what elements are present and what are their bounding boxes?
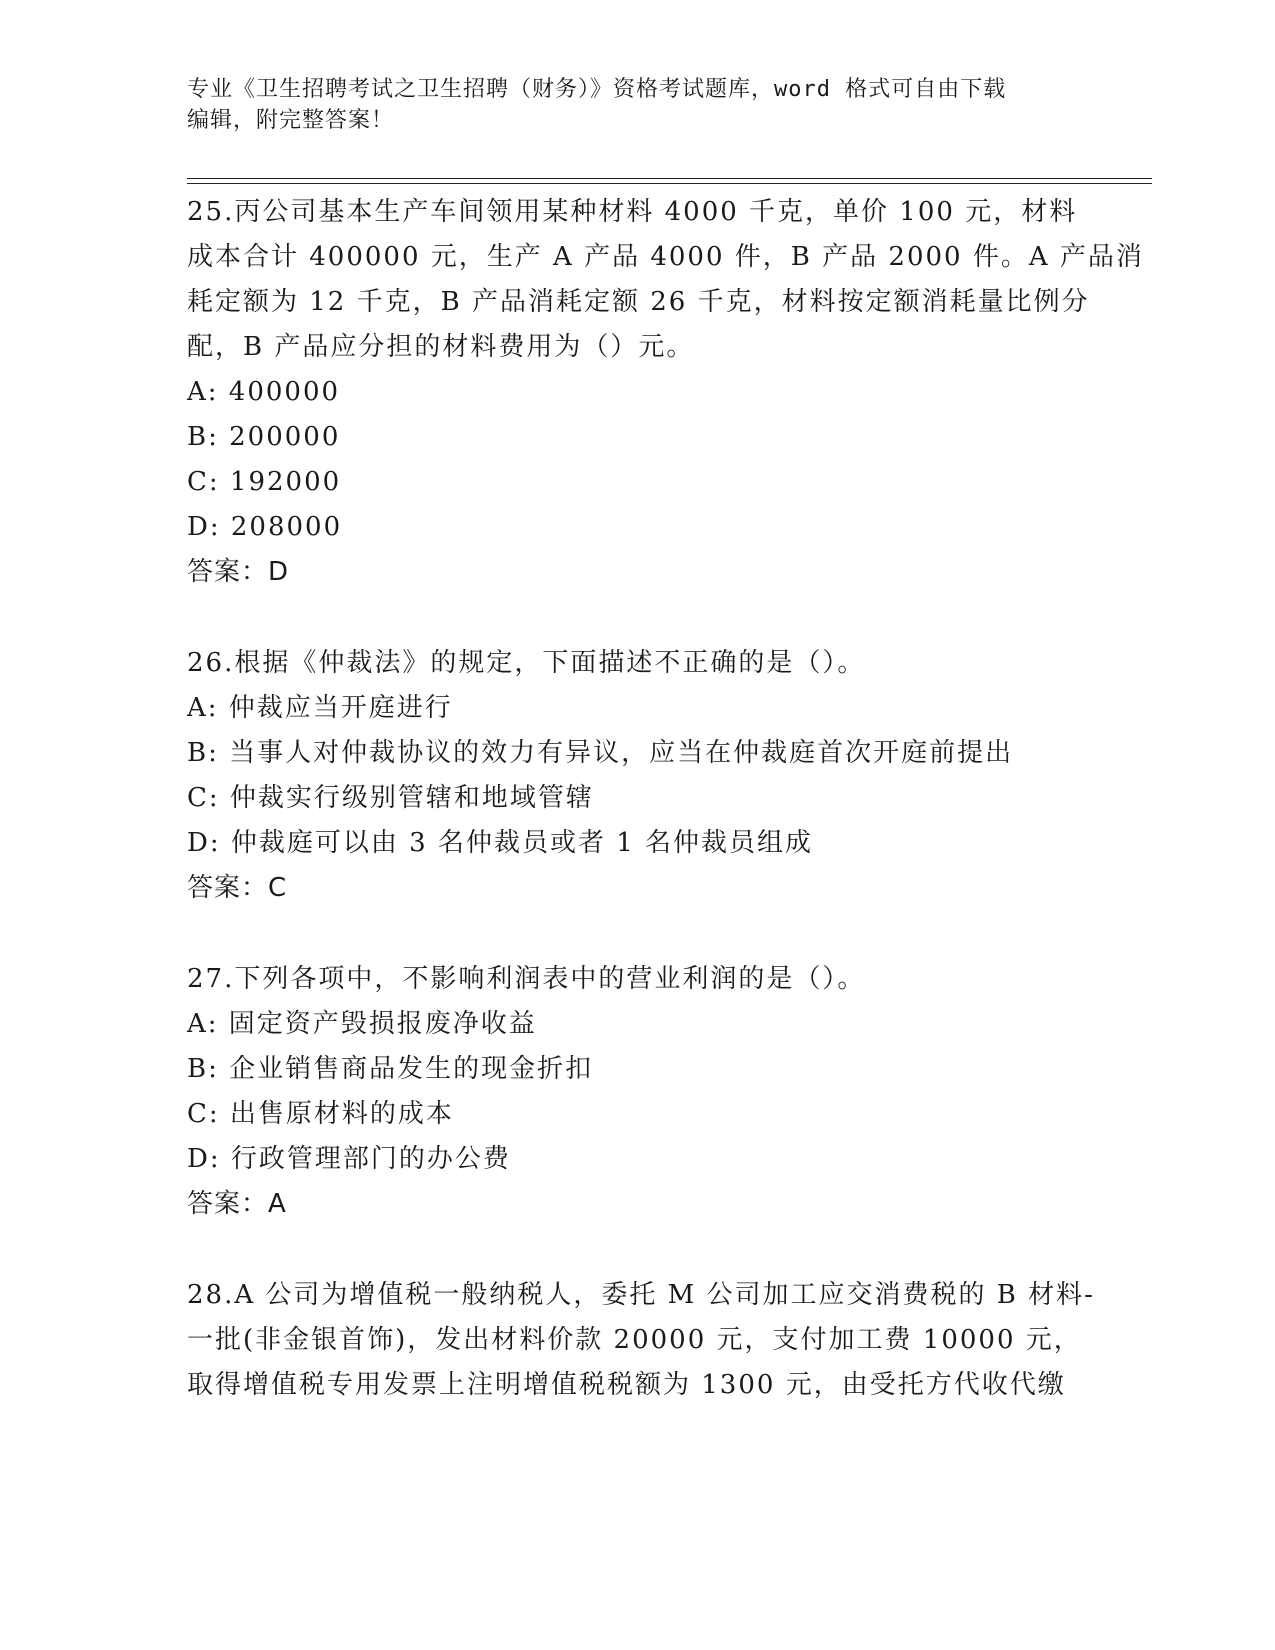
- header-line-1: 专业《卫生招聘考试之卫生招聘（财务）》资格考试题库，word 格式可自由下载: [187, 77, 1007, 102]
- question-text-line: 25.丙公司基本生产车间领用某种材料 4000 千克，单价 100 元，材料: [187, 197, 1078, 227]
- option-c: C: 出售原材料的成本: [187, 1099, 454, 1129]
- option-b: B: 当事人对仲裁协议的效力有异议，应当在仲裁庭首次开庭前提出: [187, 738, 1014, 768]
- question-text-line: 27.下列各项中，不影响利润表中的营业利润的是（）。: [187, 964, 866, 994]
- answer-key: 答案：A: [187, 1189, 287, 1219]
- option-a: A: 400000: [187, 377, 341, 407]
- option-c: C: 192000: [187, 467, 342, 497]
- answer-key: 答案：D: [187, 557, 290, 587]
- question-text-line: 28.A 公司为增值税一般纳税人，委托 M 公司加工应交消费税的 B 材料-: [187, 1280, 1095, 1310]
- question-text-line: 耗定额为 12 千克，B 产品消耗定额 26 千克，材料按定额消耗量比例分: [187, 287, 1090, 317]
- option-b: B: 200000: [187, 422, 341, 452]
- question-list: [187, 190, 1144, 1408]
- option-c: C: 仲裁实行级别管辖和地域管辖: [187, 783, 594, 813]
- header-divider-top: [187, 178, 1152, 179]
- question-25: [187, 190, 1144, 595]
- question-text-line: 成本合计 400000 元，生产 A 产品 4000 件，B 产品 2000 件。A 产品消: [187, 242, 1144, 272]
- question-text-line: 取得增值税专用发票上注明增值税税额为 1300 元，由受托方代收代缴: [187, 1370, 1066, 1400]
- question-text-line: 一批(非金银首饰)，发出材料价款 20000 元，支付加工费 10000 元，: [187, 1325, 1082, 1355]
- header-divider-bottom: [187, 183, 1152, 184]
- option-d: D: 仲裁庭可以由 3 名仲裁员或者 1 名仲裁员组成: [187, 828, 814, 858]
- option-d: D: 208000: [187, 512, 343, 542]
- question-text-line: 配，B 产品应分担的材料费用为（）元。: [187, 332, 695, 362]
- question-26: [187, 641, 1087, 911]
- option-d: D: 行政管理部门的办公费: [187, 1144, 511, 1174]
- question-28: [187, 1273, 1095, 1408]
- option-b: B: 企业销售商品发生的现金折扣: [187, 1054, 594, 1084]
- option-a: A: 固定资产毁损报废净收益: [187, 1009, 537, 1039]
- option-a: A: 仲裁应当开庭进行: [187, 693, 453, 723]
- document-header: [187, 74, 1087, 136]
- answer-key: 答案：C: [187, 873, 288, 903]
- header-line-2: 编辑，附完整答案！: [187, 108, 395, 133]
- question-text-line: 26.根据《仲裁法》的规定，下面描述不正确的是（）。: [187, 648, 866, 678]
- question-27: [187, 957, 1087, 1227]
